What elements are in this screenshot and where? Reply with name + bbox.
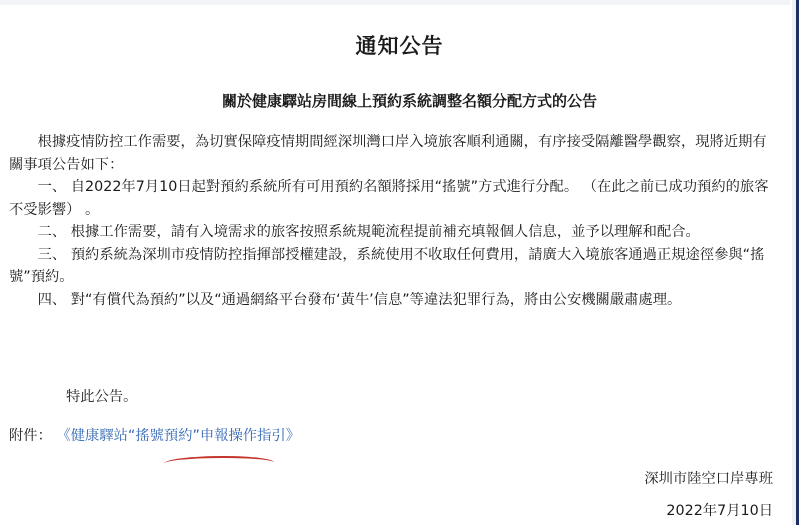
signature-date: 2022年7月10日	[666, 503, 773, 519]
paragraph-item-3: 三、 預約系統為深圳市疫情防控指揮部授權建設，系統使用不收取任何費用，請廣大入境旅客通過正規途徑參與“搖號”預約。	[9, 246, 765, 285]
top-strip	[0, 0, 790, 5]
closing-line: 特此公告。	[66, 389, 138, 405]
attachment-label: 附件：	[9, 428, 52, 444]
red-underline-mark	[164, 456, 274, 470]
paragraph-item-1: 一、 自2022年7月10日起對預約系統所有可用預約名額將採用“搖號”方式進行分配。 （在此之前已成功預約的旅客不受影響） 。	[9, 179, 769, 218]
signature-organization: 深圳市陸空口岸專班	[644, 471, 773, 487]
notice-body	[9, 131, 771, 311]
paragraph-intro: 根據疫情防控工作需要，為切實保障疫情期間經深圳灣口岸入境旅客順利通關，有序接受隔離醫學觀察，現將近期有關事項公告如下：	[9, 134, 767, 173]
paragraph-item-2: 二、 根據工作需要，請有入境需求的旅客按照系統規範流程提前補充填報個人信息，並予以理解和配合。	[37, 224, 700, 240]
page-title: 通知公告	[355, 34, 444, 58]
paragraph-item-4: 四、 對“有償代為預約”以及“通過網絡平台發布‘黃牛’信息”等違法犯罪行為，將由公安機關嚴肅處理。	[37, 291, 682, 308]
attachment-line	[9, 425, 300, 445]
attachment-link[interactable]: 《健康驛站“搖號預約”申報操作指引》	[56, 428, 300, 444]
notice-subtitle: 關於健康驛站房間線上預約系統調整名額分配方式的公告	[221, 92, 597, 110]
